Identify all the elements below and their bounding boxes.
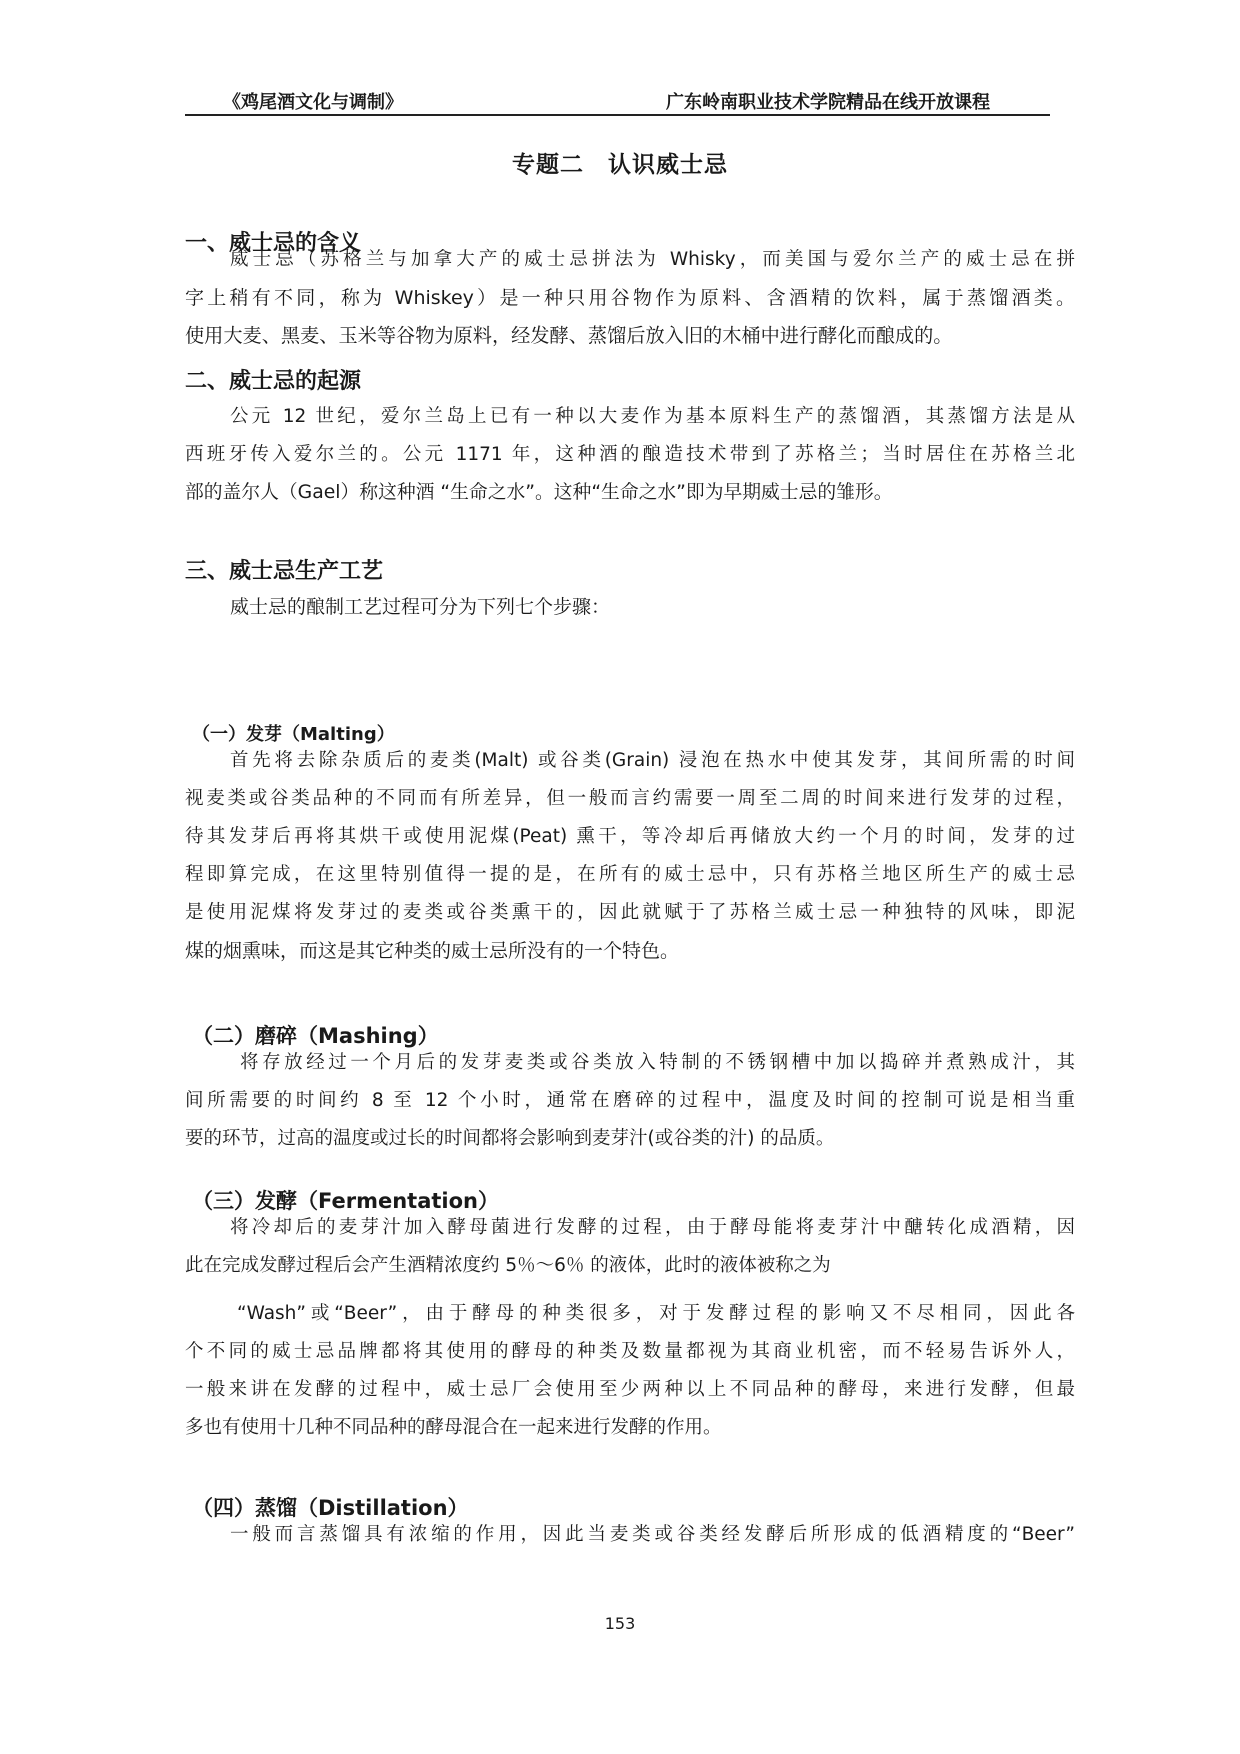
paragraph-line: 将冷却后的麦芽汁加入酵母菌进行发酵的过程，由于酵母能将麦芽汁中醣转化成酒精，因 bbox=[230, 1217, 1075, 1238]
page-title: 专题二 认识威士忌 bbox=[512, 152, 728, 178]
section-heading-meaning: 一、威士忌的含义 bbox=[185, 231, 362, 256]
paragraph-line: 部的盖尔人（Gael）称这种酒 “生命之水”。这种“生命之水”即为早期威士忌的雏形。 bbox=[185, 482, 893, 503]
step-heading-malting: （一）发芽（Malting） bbox=[192, 724, 395, 745]
institution-name: 广东岭南职业技术学院精品在线开放课程 bbox=[666, 92, 990, 113]
paragraph-line: 煤的烟熏味，而这是其它种类的威士忌所没有的一个特色。 bbox=[185, 940, 680, 962]
page-header bbox=[185, 84, 1050, 116]
paragraph-line: “Wash”或“Beer”，由于酵母的种类很多，对于发酵过程的影响又不尽相同，因此各 bbox=[237, 1303, 1075, 1324]
paragraph-line: 间所需要的时间约 8 至 12 个小时，通常在磨碎的过程中，温度及时间的控制可说是相当重 bbox=[185, 1090, 1075, 1111]
paragraph-line: 公元 12 世纪，爱尔兰岛上已有一种以大麦作为基本原料生产的蒸馏酒，其蒸馏方法是从 bbox=[230, 406, 1075, 427]
paragraph-line: 视麦类或谷类品种的不同而有所差异，但一般而言约需要一周至二周的时间来进行发芽的过程， bbox=[185, 788, 1075, 809]
paragraph-line: 使用大麦、黑麦、玉米等谷物为原料，经发酵、蒸馏后放入旧的木桶中进行酵化而酿成的。 bbox=[185, 324, 953, 347]
paragraph-line: 待其发芽后再将其烘干或使用泥煤(Peat) 熏干，等冷却后再储放大约一个月的时间，发芽的过 bbox=[185, 826, 1075, 847]
step-heading-distillation: （四）蒸馏（Distillation） bbox=[192, 1496, 469, 1520]
section-heading-production: 三、威士忌生产工艺 bbox=[185, 559, 384, 584]
paragraph-intro: 威士忌的酿制工艺过程可分为下列七个步骤： bbox=[230, 596, 611, 618]
course-title: 《鸡尾酒文化与调制》 bbox=[223, 92, 403, 113]
paragraph-line: 要的环节，过高的温度或过长的时间都将会影响到麦芽汁(或谷类的汁) 的品质。 bbox=[185, 1128, 835, 1149]
paragraph-line: 一般来讲在发酵的过程中，威士忌厂会使用至少两种以上不同品种的酵母，来进行发酵，但最 bbox=[185, 1379, 1075, 1400]
paragraph-line: 此在完成发酵过程后会产生酒精浓度约 5％～6％ 的液体，此时的液体被称之为 bbox=[185, 1255, 831, 1276]
paragraph-line: 多也有使用十几种不同品种的酵母混合在一起来进行发酵的作用。 bbox=[185, 1417, 722, 1438]
step-heading-mashing: （二）磨碎（Mashing） bbox=[192, 1024, 439, 1048]
paragraph-line: 西班牙传入爱尔兰的。公元 1171 年，这种酒的酿造技术带到了苏格兰；当时居住在苏格兰北 bbox=[185, 444, 1075, 465]
step-heading-fermentation: （三）发酵（Fermentation） bbox=[192, 1189, 499, 1213]
paragraph-line: 威士忌（苏格兰与加拿大产的威士忌拼法为 Whisky，而美国与爱尔兰产的威士忌在拼 bbox=[230, 249, 1075, 270]
paragraph-line: 字上稍有不同，称为 Whiskey）是一种只用谷物作为原料、含酒精的饮料，属于蒸馏酒类。 bbox=[185, 287, 1075, 309]
page-number: 153 bbox=[604, 1614, 636, 1633]
paragraph-line: 程即算完成，在这里特别值得一提的是，在所有的威士忌中，只有苏格兰地区所生产的威士忌 bbox=[185, 864, 1075, 885]
paragraph-line: 首先将去除杂质后的麦类(Malt) 或谷类(Grain) 浸泡在热水中使其发芽，其间所需的时间 bbox=[230, 750, 1075, 771]
paragraph-line: 将存放经过一个月后的发芽麦类或谷类放入特制的不锈钢槽中加以捣碎并煮熟成汁，其 bbox=[240, 1052, 1075, 1073]
paragraph-line: 是使用泥煤将发芽过的麦类或谷类熏干的，因此就赋于了苏格兰威士忌一种独特的风味，即泥 bbox=[185, 902, 1075, 923]
paragraph-line: 个不同的威士忌品牌都将其使用的酵母的种类及数量都视为其商业机密，而不轻易告诉外人， bbox=[185, 1341, 1075, 1362]
section-heading-origin: 二、威士忌的起源 bbox=[185, 369, 362, 394]
paragraph-line: 一般而言蒸馏具有浓缩的作用，因此当麦类或谷类经发酵后所形成的低酒精度的“Beer” bbox=[230, 1524, 1075, 1545]
